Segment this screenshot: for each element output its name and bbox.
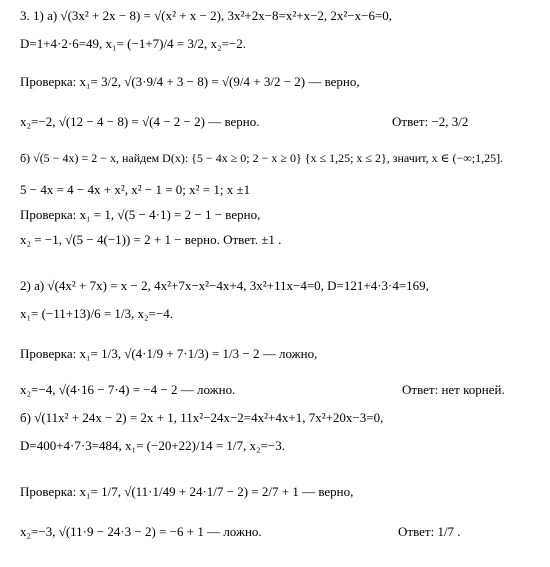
answer: Ответ: 1/7 . xyxy=(398,524,461,539)
text-line: Проверка: x₁ = 1, √(5 − 4·1) = 2 − 1 − верно, xyxy=(20,207,261,222)
text-line: x₂=−2, √(12 − 4 − 8) = √(4 − 2 − 2) — верно. xyxy=(20,114,260,129)
text-line: x₂=−3, √(11·9 − 24·3 − 2) = −6 + 1 — ложно. xyxy=(20,524,262,539)
text-line: Проверка: x₁= 3/2, √(3·9/4 + 3 − 8) = √(9/4 + 3/2 − 2) — верно, xyxy=(20,74,360,89)
text-line: б) √(11x² + 24x − 2) = 2x + 1, 11x²−24x−2=4x²+4x+1, 7x²+20x−3=0, xyxy=(20,410,384,425)
text-line: 2) а) √(4x² + 7x) = x − 2, 4x²+7x−x²−4x+4, 3x²+11x−4=0, D=121+4·3·4=169, xyxy=(20,278,429,293)
answer: Ответ: нет корней. xyxy=(402,382,505,397)
text-line: D=1+4·2·6=49, x₁= (−1+7)/4 = 3/2, x₂=−2. xyxy=(20,36,246,51)
text-line: x₁= (−11+13)/6 = 1/3, x₂=−4. xyxy=(20,306,173,321)
text-line: x₂ = −1, √(5 − 4(−1)) = 2 + 1 − верно. Ответ. ±1 . xyxy=(20,232,282,247)
text-line: 5 − 4x = 4 − 4x + x², x² − 1 = 0; x² = 1; x ±1 xyxy=(20,182,251,197)
text-line: б) √(5 − 4x) = 2 − x, найдем D(x): {5 − 4x ≥ 0; 2 − x ≥ 0} {x ≤ 1,25; x ≤ 2}, значит, x ∈ (−∞;1,25]. xyxy=(20,151,504,165)
text-line: D=400+4·7·3=484, x₁= (−20+22)/14 = 1/7, x₂=−3. xyxy=(20,438,285,453)
answer: Ответ: −2, 3/2 xyxy=(392,114,469,129)
text-line: Проверка: x₁= 1/7, √(11·1/49 + 24·1/7 − 2) = 2/7 + 1 — верно, xyxy=(20,484,354,499)
text-line: x₂=−4, √(4·16 − 7·4) = −4 − 2 — ложно. xyxy=(20,382,236,397)
text-line: 3. 1) а) √(3x² + 2x − 8) = √(x² + x − 2), 3x²+2x−8=x²+x−2, 2x²−x−6=0, xyxy=(20,8,393,23)
text-line: Проверка: x₁= 1/3, √(4·1/9 + 7·1/3) = 1/3 − 2 — ложно, xyxy=(20,346,318,361)
